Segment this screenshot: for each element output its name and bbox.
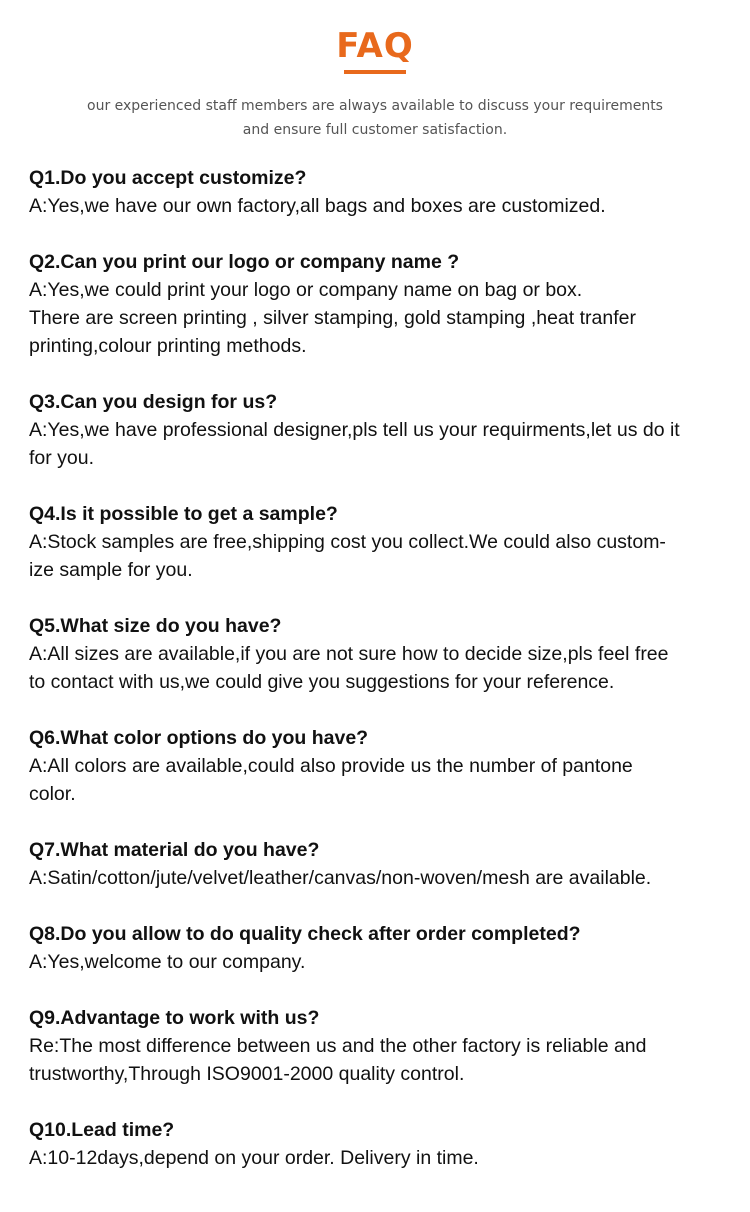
faq-item	[29, 248, 719, 360]
faq-answer-line: There are screen printing , silver stamping, gold stamping ,heat tranfer	[29, 307, 636, 329]
faq-answer-line: to contact with us,we could give you suggestions for your reference.	[29, 671, 615, 693]
faq-answer-line: A:10-12days,depend on your order. Delivery in time.	[29, 1147, 479, 1169]
faq-question: Q10.Lead time?	[29, 1119, 175, 1141]
faq-answer-line: A:All colors are available,could also provide us the number of pantone	[29, 755, 633, 777]
faq-answer-line: for you.	[29, 447, 95, 469]
faq-question: Q4.Is it possible to get a sample?	[29, 503, 338, 525]
faq-answer-line: A:Satin/cotton/jute/velvet/leather/canvas/non-woven/mesh are available.	[29, 867, 652, 889]
faq-answer-line: trustworthy,Through ISO9001-2000 quality control.	[29, 1063, 465, 1085]
faq-answer-line: A:Yes,we have professional designer,pls tell us your requirments,let us do it	[29, 419, 680, 441]
faq-answer-line: A:Yes,we have our own factory,all bags and boxes are customized.	[29, 195, 606, 217]
subtitle-line-2: and ensure full customer satisfaction.	[242, 122, 508, 138]
faq-answer-line: ize sample for you.	[29, 559, 193, 581]
faq-item	[29, 836, 719, 892]
faq-item	[29, 612, 719, 696]
faq-answer-line: Re:The most difference between us and the other factory is reliable and	[29, 1035, 647, 1057]
subtitle-line-1: our experienced staff members are always available to discuss your requirements	[87, 98, 663, 114]
faq-answer-line: A:Yes,welcome to our company.	[29, 951, 306, 973]
faq-list	[29, 164, 719, 1200]
faq-item	[29, 1004, 719, 1088]
faq-question: Q8.Do you allow to do quality check after order completed?	[29, 923, 581, 945]
faq-answer-line: A:All sizes are available,if you are not sure how to decide size,pls feel free	[29, 643, 669, 665]
page-subtitle	[0, 94, 750, 142]
faq-answer-line: A:Stock samples are free,shipping cost you collect.We could also custom-	[29, 531, 666, 553]
faq-answer-line: A:Yes,we could print your logo or company name on bag or box.	[29, 279, 583, 301]
faq-answer-line: printing,colour printing methods.	[29, 335, 307, 357]
faq-item	[29, 164, 719, 220]
faq-header	[0, 26, 750, 74]
faq-question: Q7.What material do you have?	[29, 839, 320, 861]
faq-item	[29, 724, 719, 808]
faq-item	[29, 500, 719, 584]
faq-question: Q5.What size do you have?	[29, 615, 282, 637]
faq-item	[29, 920, 719, 976]
faq-answer-line: color.	[29, 783, 76, 805]
faq-item	[29, 1116, 719, 1172]
page-title: FAQ	[336, 26, 414, 66]
faq-question: Q9.Advantage to work with us?	[29, 1007, 320, 1029]
title-underline	[344, 70, 406, 74]
faq-question: Q1.Do you accept customize?	[29, 167, 307, 189]
faq-question: Q6.What color options do you have?	[29, 727, 369, 749]
faq-item	[29, 388, 719, 472]
faq-question: Q2.Can you print our logo or company name ?	[29, 251, 460, 273]
faq-question: Q3.Can you design for us?	[29, 391, 278, 413]
